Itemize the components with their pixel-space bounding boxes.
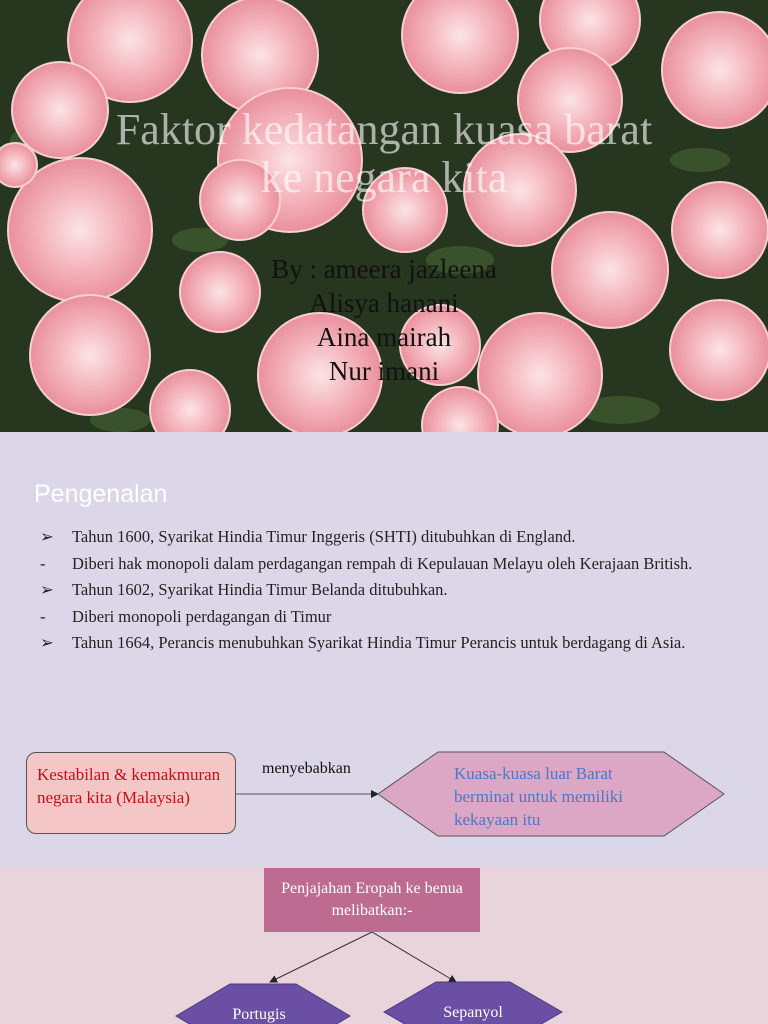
author-line: By : ameera jazleena (271, 254, 497, 284)
list-item-text: Diberi hak monopoli dalam perdagangan rempah di Kepulauan Melayu oleh Kerajaan British. (72, 553, 693, 573)
tree-arrow-right (372, 932, 456, 982)
portugis-label: Portugis (232, 1006, 286, 1023)
author-line: Nur imani (328, 356, 440, 386)
author-list (0, 252, 768, 388)
list-item-text: Diberi monopoli perdagangan di Timur (72, 606, 332, 626)
author-line: Alisya hanani (309, 288, 459, 318)
bullet-marker: - (40, 606, 46, 626)
title-line-1: Faktor kedatangan kuasa barat (115, 105, 653, 154)
bullet-marker: - (40, 553, 46, 573)
bullet-marker: ➢ (40, 527, 54, 546)
bullet-marker: ➢ (40, 633, 54, 652)
sepanyol-label: Sepanyol (443, 1004, 503, 1021)
title-line-2: ke negara kita (260, 153, 508, 202)
list-item-text: Tahun 1600, Syarikat Hindia Timur Inggeris (SHTI) ditubuhkan di England. (72, 527, 576, 546)
colonization-slide (0, 866, 768, 1024)
introduction-slide (0, 432, 768, 866)
bullet-marker: ➢ (40, 580, 54, 599)
title-slide (0, 0, 768, 432)
colonization-top-box: Penjajahan Eropah ke benua melibatkan:- (264, 868, 480, 932)
list-item-text: Tahun 1602, Syarikat Hindia Timur Belanda ditubuhkan. (72, 580, 448, 599)
slide-heading: Pengenalan (34, 480, 168, 508)
tree-arrow-left (270, 932, 372, 982)
author-line: Aina mairah (316, 322, 452, 352)
list-item-text: Tahun 1664, Perancis menubuhkan Syarikat Hindia Timur Perancis untuk berdagang di Asia. (72, 633, 686, 652)
flow-arrow-label: menyebabkan (262, 760, 351, 777)
slide-title (20, 106, 748, 202)
flow-right-text: Kuasa-kuasa luar Barat berminat untuk memiliki kekayaan itu (454, 764, 624, 829)
flow-left-box: Kestabilan & kemakmuran negara kita (Malaysia) (26, 752, 236, 834)
